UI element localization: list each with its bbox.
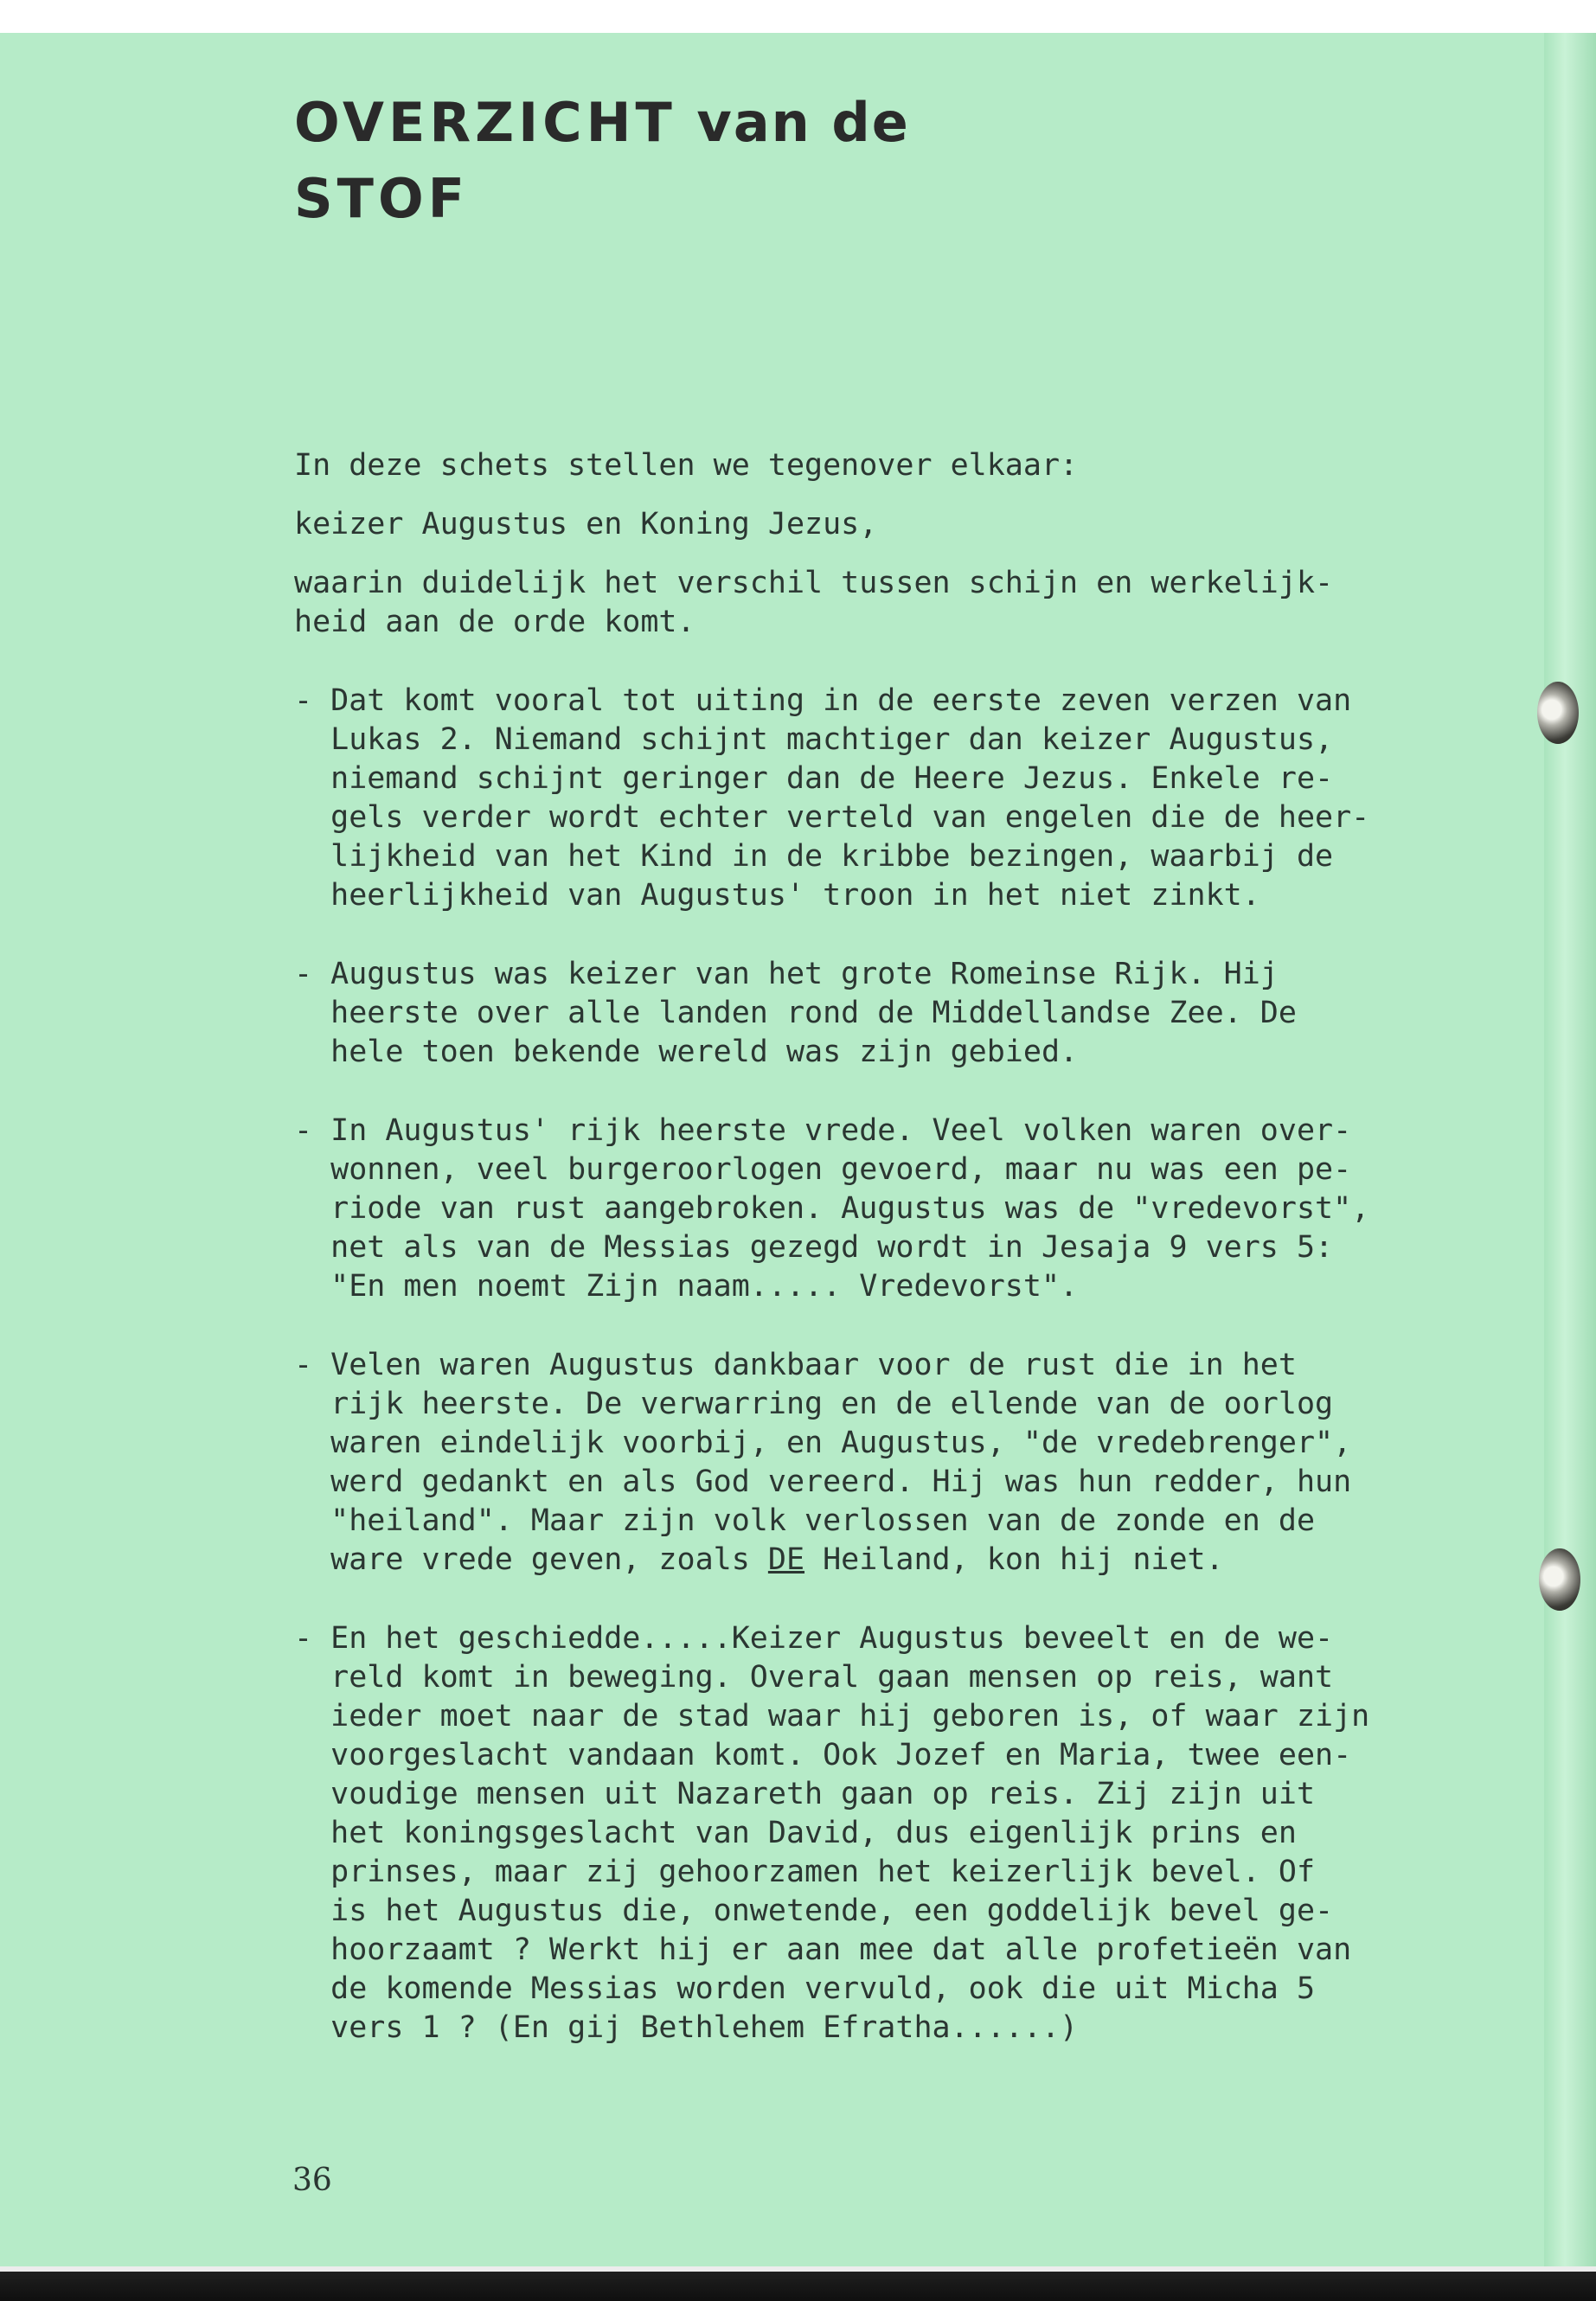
bullet-line-text: ware vrede geven, zoals (294, 1542, 768, 1577)
binding-edge (1544, 33, 1596, 2301)
intro-line: waarin duidelijk het verschil tussen schijn en werkelijk- (294, 566, 1334, 600)
bullet-line: ieder moet naar de stad waar hij geboren is, of waar zijn (294, 1699, 1370, 1734)
title-word-overzicht: OVERZICHT (294, 91, 676, 154)
bullet-line-text: Heiland, kon hij niet. (804, 1542, 1224, 1577)
bullet-paragraph (294, 955, 1497, 1072)
bullet-line: lijkheid van het Kind in de kribbe bezingen, waarbij de (294, 839, 1334, 874)
intro-line: In deze schets stellen we tegenover elkaar: (294, 448, 1079, 483)
bullet-line: "heiland". Maar zijn volk verlossen van de zonde en de (294, 1503, 1316, 1538)
bullet-line: - Augustus was keizer van het grote Romeinse Rijk. Hij (294, 957, 1279, 991)
bullet-line: werd gedankt en als God vereerd. Hij was hun redder, hun (294, 1465, 1352, 1499)
page-title (294, 85, 910, 237)
bullet-line: reld komt in beweging. Overal gaan mensen op reis, want (294, 1660, 1334, 1695)
bullet-line: - Dat komt vooral tot uiting in de eerste zeven verzen van (294, 683, 1352, 718)
bullet-line: - En het geschiedde.....Keizer Augustus beveelt en de we- (294, 1621, 1334, 1656)
page-bottom-edge (0, 2266, 1596, 2301)
bullet-line: niemand schijnt geringer dan de Heere Jezus. Enkele re- (294, 761, 1334, 796)
bullet-line: is het Augustus die, onwetende, een goddelijk bevel ge- (294, 1894, 1334, 1928)
title-word-stof: STOF (294, 167, 470, 230)
bullet-line: voudige mensen uit Nazareth gaan op reis. Zij zijn uit (294, 1777, 1316, 1811)
bullet-line: waren eindelijk voorbij, en Augustus, "de vredebrenger", (294, 1426, 1352, 1460)
bullet-paragraph (294, 1346, 1497, 1580)
title-word-van-de: van de (696, 91, 910, 154)
underlined-word: DE (767, 1542, 805, 1577)
bullet-line (294, 1541, 1497, 1580)
bullet-line: de komende Messias worden vervuld, ook die uit Micha 5 (294, 1971, 1316, 2006)
page (0, 33, 1596, 2301)
bullet-paragraph (294, 1112, 1497, 1306)
bullet-line: hoorzaamt ? Werkt hij er aan mee dat alle profetieën van (294, 1932, 1352, 1967)
page-number: 36 (292, 2163, 332, 2198)
bullet-line: heerste over alle landen rond de Middellandse Zee. De (294, 996, 1297, 1030)
bullet-paragraph (294, 1619, 1497, 2048)
bullet-line: Lukas 2. Niemand schijnt machtiger dan keizer Augustus, (294, 722, 1334, 757)
bullet-line: wonnen, veel burgeroorlogen gevoerd, maar nu was een pe- (294, 1152, 1352, 1187)
binder-ring-icon (1537, 682, 1579, 744)
page-edge-highlight (0, 2266, 1596, 2272)
bullet-line: prinses, maar zij gehoorzamen het keizerlijk bevel. Of (294, 1855, 1316, 1889)
bullet-line: het koningsgeslacht van David, dus eigenlijk prins en (294, 1816, 1297, 1850)
bullet-line: gels verder wordt echter verteld van engelen die de heer- (294, 800, 1370, 835)
bullet-line: riode van rust aangebroken. Augustus was de "vredevorst", (294, 1191, 1370, 1226)
bullet-line: heerlijkheid van Augustus' troon in het niet zinkt. (294, 878, 1260, 913)
bullet-line: - In Augustus' rijk heerste vrede. Veel volken waren over- (294, 1113, 1352, 1148)
bullet-line: net als van de Messias gezegd wordt in Jesaja 9 vers 5: (294, 1230, 1334, 1265)
bullet-paragraph (294, 682, 1497, 915)
intro-line: keizer Augustus en Koning Jezus, (294, 507, 878, 542)
body-text (294, 446, 1497, 2087)
bullet-line: voorgeslacht vandaan komt. Ook Jozef en Maria, twee een- (294, 1738, 1352, 1772)
binder-ring-icon (1539, 1548, 1580, 1611)
bullet-line: vers 1 ? (En gij Bethlehem Efratha......) (294, 2010, 1079, 2045)
bullet-line: "En men noemt Zijn naam..... Vredevorst". (294, 1269, 1079, 1304)
bullet-line: - Velen waren Augustus dankbaar voor de rust die in het (294, 1348, 1297, 1382)
bullet-line: rijk heerste. De verwarring en de ellende van de oorlog (294, 1387, 1334, 1421)
bullet-line: hele toen bekende wereld was zijn gebied. (294, 1035, 1079, 1069)
intro-line: heid aan de orde komt. (294, 605, 695, 639)
